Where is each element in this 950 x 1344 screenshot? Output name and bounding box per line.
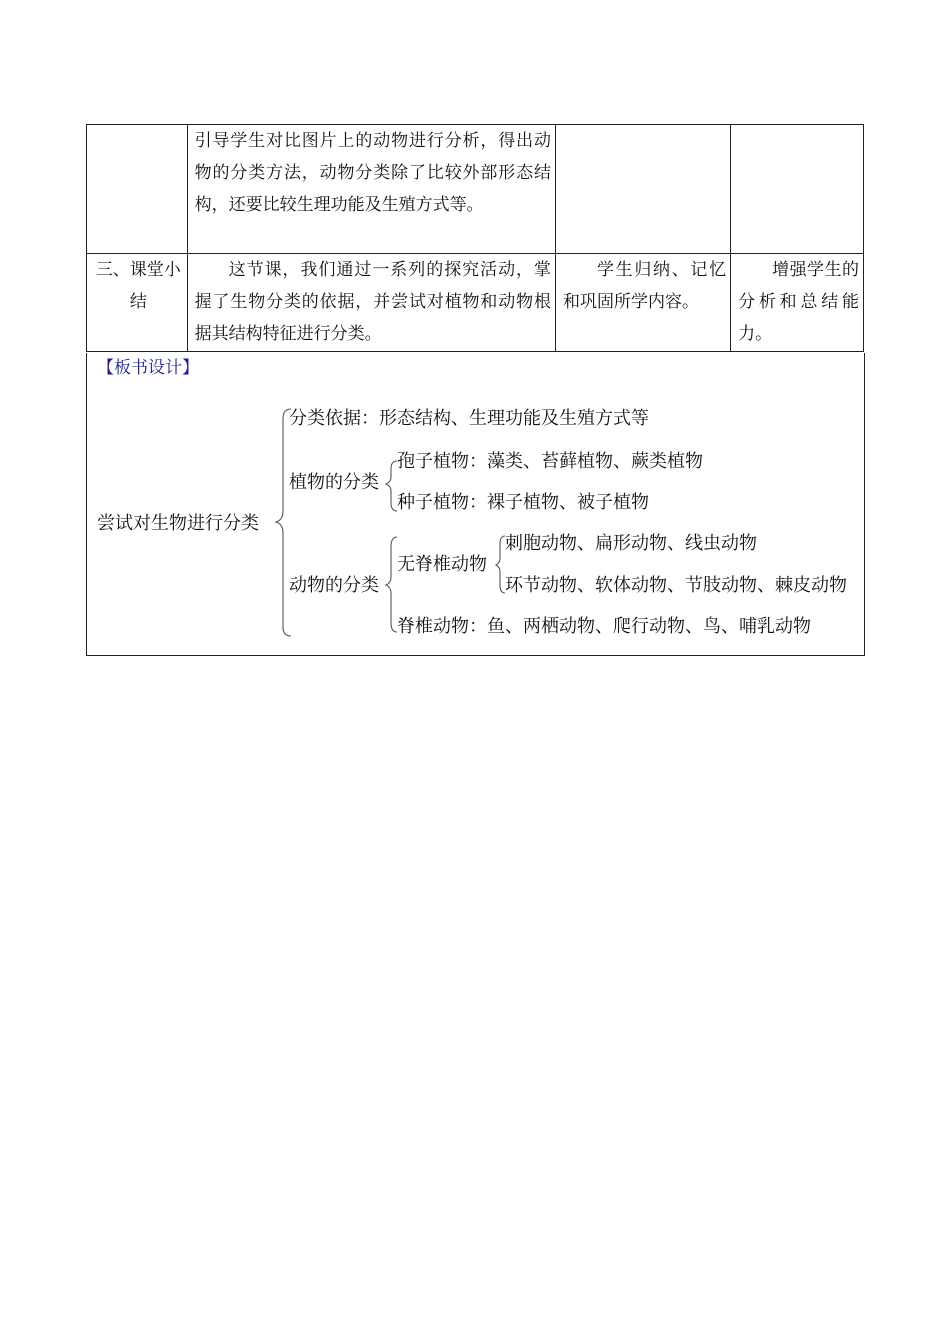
brace-animal [386,537,397,632]
plant-classification-label: 植物的分类 [289,472,379,493]
root-label: 尝试对生物进行分类 [97,513,259,534]
table-cell-teacher-activity: 引导学生对比图片上的动物进行分析，得出动物的分类方法，动物分类除了比较外部形态结构，还要比较生理功能及生殖方式等。 [187,125,555,254]
table-cell-step: 三、课堂小结 [87,254,188,352]
invertebrate-group-2: 环节动物、软体动物、节肢动物、棘皮动物 [505,575,847,596]
table-cell-design-intent [731,125,864,254]
table-cell-student-activity: 学生归纳、记忆和巩固所学内容。 [556,254,731,352]
board-design-title: 【板书设计】 [97,358,199,378]
basis-label: 分类依据：形态结构、生理功能及生殖方式等 [289,408,649,429]
invertebrate-group-1: 刺胞动物、扁形动物、线虫动物 [505,533,757,554]
table-cell-step [87,125,188,254]
table-cell-teacher-activity: 这节课，我们通过一系列的探究活动，掌握了生物分类的依据，并尝试对植物和动物根据其结构特征进行分类。 [187,254,555,352]
lesson-table [86,124,864,352]
invertebrate-label: 无脊椎动物 [397,554,487,575]
vertebrate-label: 脊椎动物：鱼、两栖动物、爬行动物、鸟、哺乳动物 [397,616,811,637]
table-row [87,254,864,352]
table-cell-design-intent: 增强学生的分析和总结能力。 [731,254,864,352]
animal-classification-label: 动物的分类 [289,575,379,596]
classification-diagram [87,353,864,655]
brace-plant [386,461,397,511]
brace-invertebrate [496,536,505,593]
table-cell-student-activity [556,125,731,254]
table-row [87,125,864,254]
seed-plants-label: 种子植物：裸子植物、被子植物 [397,492,649,513]
board-design-section [86,353,865,656]
spore-plants-label: 孢子植物：藻类、苔藓植物、蕨类植物 [397,451,703,472]
brace-main [276,409,291,636]
